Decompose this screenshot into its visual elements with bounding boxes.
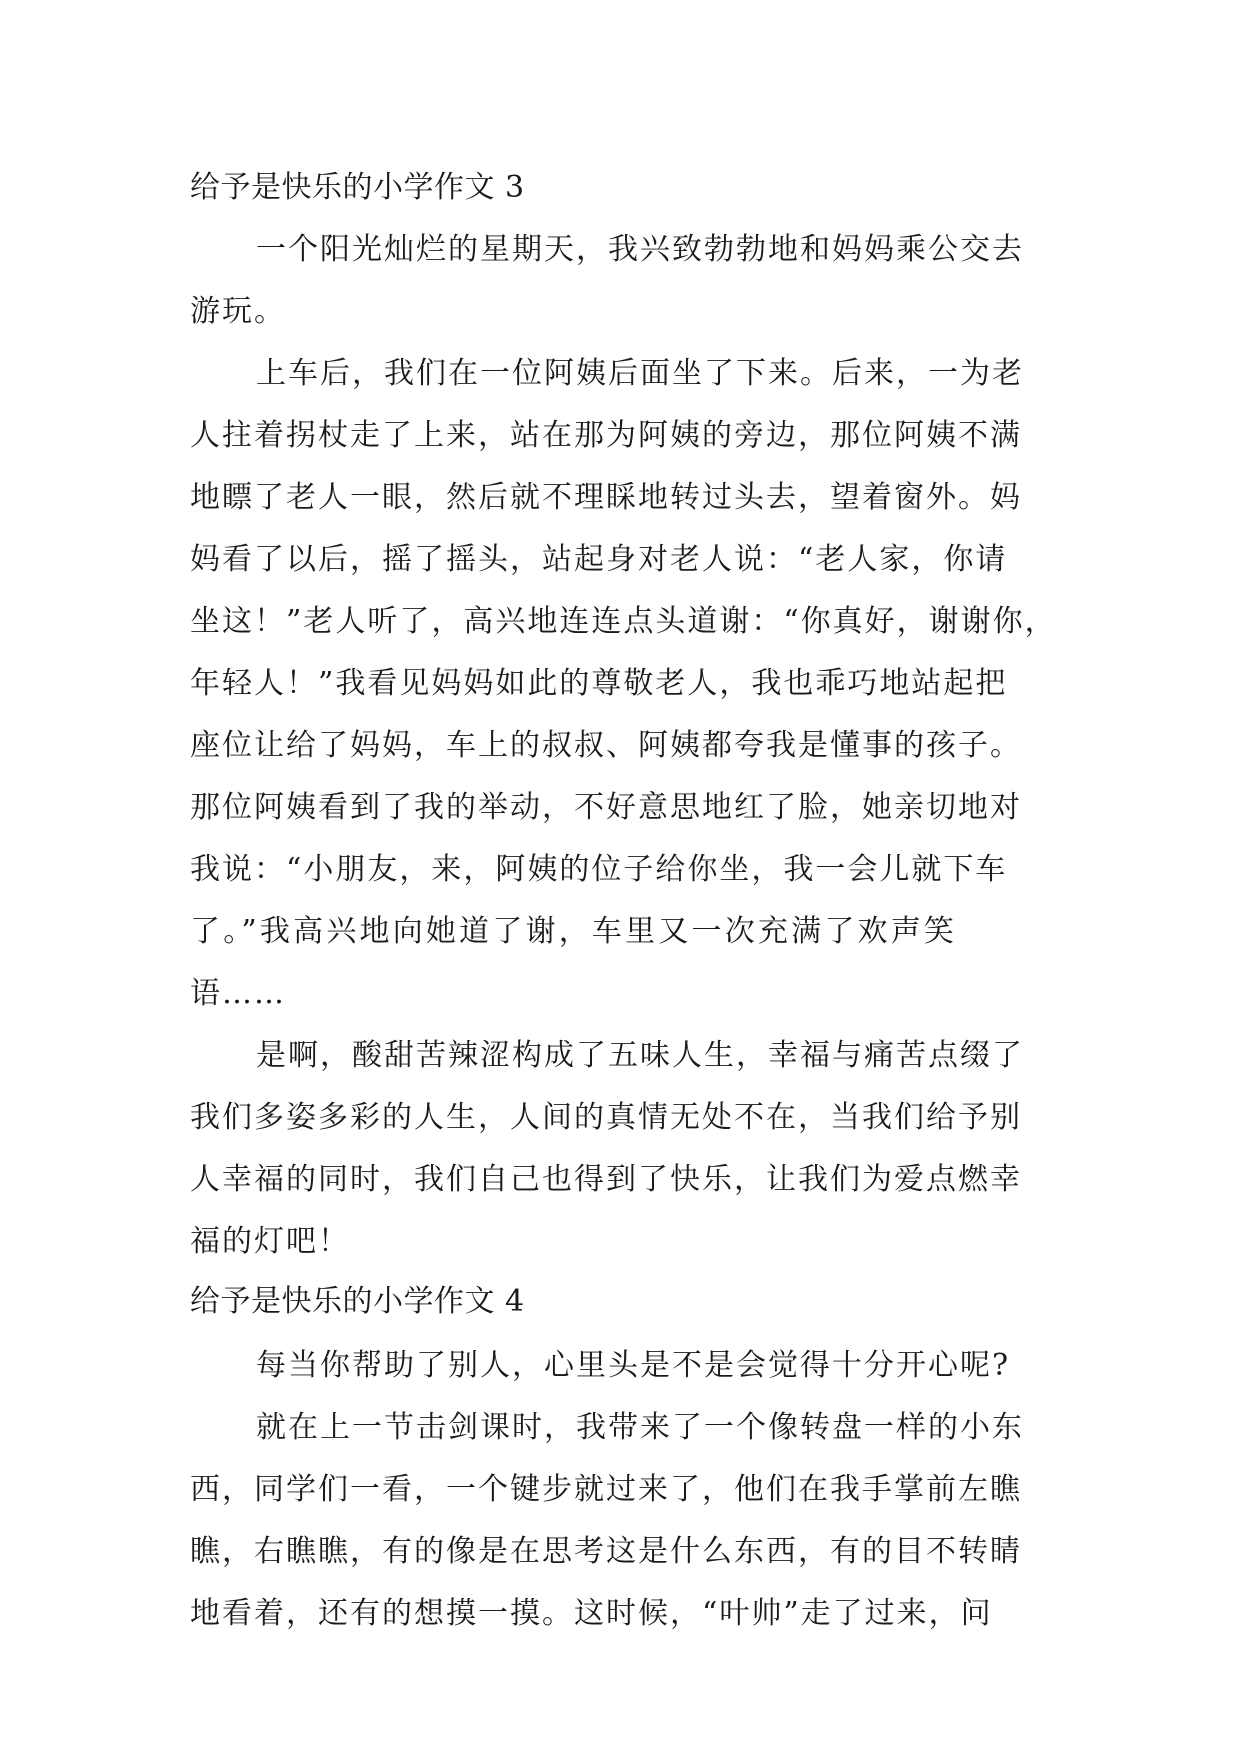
paragraph-line: 那位阿姨看到了我的举动，不好意思地红了脸，她亲切地对 — [190, 790, 1022, 825]
paragraph-line: 上车后，我们在一位阿姨后面坐了下来。后来，一为老 — [256, 356, 1024, 391]
paragraph-line: 语…… — [190, 976, 286, 1011]
paragraph-line: 地看着，还有的想摸一摸。这时候，“叶帅”走了过来，问 — [190, 1596, 993, 1631]
paragraph-line: 是啊，酸甜苦辣涩构成了五味人生，幸福与痛苦点缀了 — [256, 1038, 1024, 1073]
paragraph-line: 年轻人！”我看见妈妈如此的尊敬老人，我也乖巧地站起把 — [190, 666, 1008, 701]
paragraph-line: 游玩。 — [190, 294, 286, 329]
paragraph-line: 地瞟了老人一眼，然后就不理睬地转过头去，望着窗外。妈 — [190, 480, 1022, 515]
paragraph-line: 我们多姿多彩的人生，人间的真情无处不在，当我们给予别 — [190, 1100, 1022, 1135]
paragraph-line: 人幸福的同时，我们自己也得到了快乐，让我们为爱点燃幸 — [190, 1162, 1022, 1197]
paragraph-line: 我说：“小朋友，来，阿姨的位子给你坐，我一会儿就下车 — [190, 852, 1008, 887]
paragraph-line: 妈看了以后，摇了摇头，站起身对老人说：“老人家，你请 — [190, 542, 1008, 577]
section-4-heading: 给予是快乐的小学作文 4 — [190, 1284, 525, 1319]
paragraph-line: 每当你帮助了别人，心里头是不是会觉得十分开心呢? — [256, 1348, 1011, 1383]
paragraph-line: 了。”我高兴地向她道了谢，车里又一次充满了欢声笑 — [190, 914, 958, 949]
paragraph-line: 坐这！”老人听了，高兴地连连点头道谢：“你真好，谢谢你， — [190, 604, 1057, 639]
paragraph-line: 福的灯吧！ — [190, 1224, 350, 1259]
paragraph-line: 人拄着拐杖走了上来，站在那为阿姨的旁边，那位阿姨不满 — [190, 418, 1022, 453]
paragraph-line: 座位让给了妈妈，车上的叔叔、阿姨都夸我是懂事的孩子。 — [190, 728, 1022, 763]
paragraph-line: 西，同学们一看，一个键步就过来了，他们在我手掌前左瞧 — [190, 1472, 1022, 1507]
section-3-heading: 给予是快乐的小学作文 3 — [190, 170, 525, 205]
paragraph-line: 瞧，右瞧瞧，有的像是在思考这是什么东西，有的目不转睛 — [190, 1534, 1022, 1569]
paragraph-line: 就在上一节击剑课时，我带来了一个像转盘一样的小东 — [256, 1410, 1024, 1445]
paragraph-line: 一个阳光灿烂的星期天，我兴致勃勃地和妈妈乘公交去 — [256, 232, 1024, 267]
